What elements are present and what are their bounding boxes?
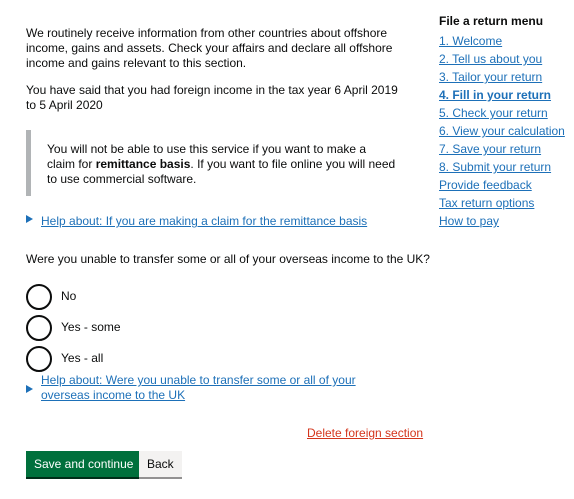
inset-text	[47, 142, 397, 187]
delete-foreign-section-link[interactable]: Delete foreign section	[307, 426, 424, 440]
back-button[interactable]: Back	[139, 451, 182, 477]
radio-yes-some-label[interactable]: Yes - some	[61, 320, 121, 334]
help-remittance-link[interactable]: Help about: If you are making a claim for the remittance basis	[41, 214, 368, 228]
radio-yes-all[interactable]	[26, 346, 52, 372]
radio-yes-some[interactable]	[26, 315, 52, 341]
menu-item-fill-in-your-return[interactable]: 4. Fill in your return	[439, 88, 552, 102]
menu-item-save-your-return[interactable]: 7. Save your return	[439, 142, 542, 156]
save-and-continue-button[interactable]: Save and continue	[26, 451, 141, 477]
triangle-right-icon	[26, 385, 33, 393]
intro-paragraph: We routinely receive information from other countries about offshore income, gains and assets. Check your affairs and declare all offshore income and gains relevant to this section.	[26, 26, 393, 70]
remittance-inset	[26, 130, 411, 196]
radio-yes-all-label[interactable]: Yes - all	[61, 351, 104, 365]
menu-item-check-your-return[interactable]: 5. Check your return	[439, 106, 548, 120]
radio-no-label[interactable]: No	[61, 289, 77, 303]
foreign-income-paragraph: You have said that you had foreign income in the tax year 6 April 2019 to 5 April 2020	[26, 83, 398, 112]
menu-item-tell-us-about-you[interactable]: 2. Tell us about you	[439, 52, 543, 66]
menu-item-tax-return-options[interactable]: Tax return options	[439, 196, 535, 210]
triangle-right-icon	[26, 215, 33, 223]
inset-text-after: . If you want to file online you will need to use commercial software.	[47, 157, 396, 186]
menu-item-submit-your-return[interactable]: 8. Submit your return	[439, 160, 552, 174]
menu-item-provide-feedback[interactable]: Provide feedback	[439, 178, 532, 192]
radio-no[interactable]	[26, 284, 52, 310]
transfer-question: Were you unable to transfer some or all of your overseas income to the UK?	[26, 252, 430, 266]
inset-bold-text: remittance basis	[95, 157, 191, 171]
menu-title: File a return menu	[439, 14, 544, 28]
inset-text-before: You will not be able to use this service if you want to make a claim for	[47, 142, 367, 171]
menu-item-tailor-your-return[interactable]: 3. Tailor your return	[439, 70, 543, 84]
file-return-menu	[439, 14, 571, 228]
menu-item-how-to-pay[interactable]: How to pay	[439, 214, 500, 228]
menu-item-welcome[interactable]: 1. Welcome	[439, 34, 503, 48]
help-transfer-link[interactable]: Help about: Were you unable to transfer some or all of your overseas income to the UK	[41, 373, 356, 402]
menu-item-view-your-calculation[interactable]: 6. View your calculation	[439, 124, 565, 138]
